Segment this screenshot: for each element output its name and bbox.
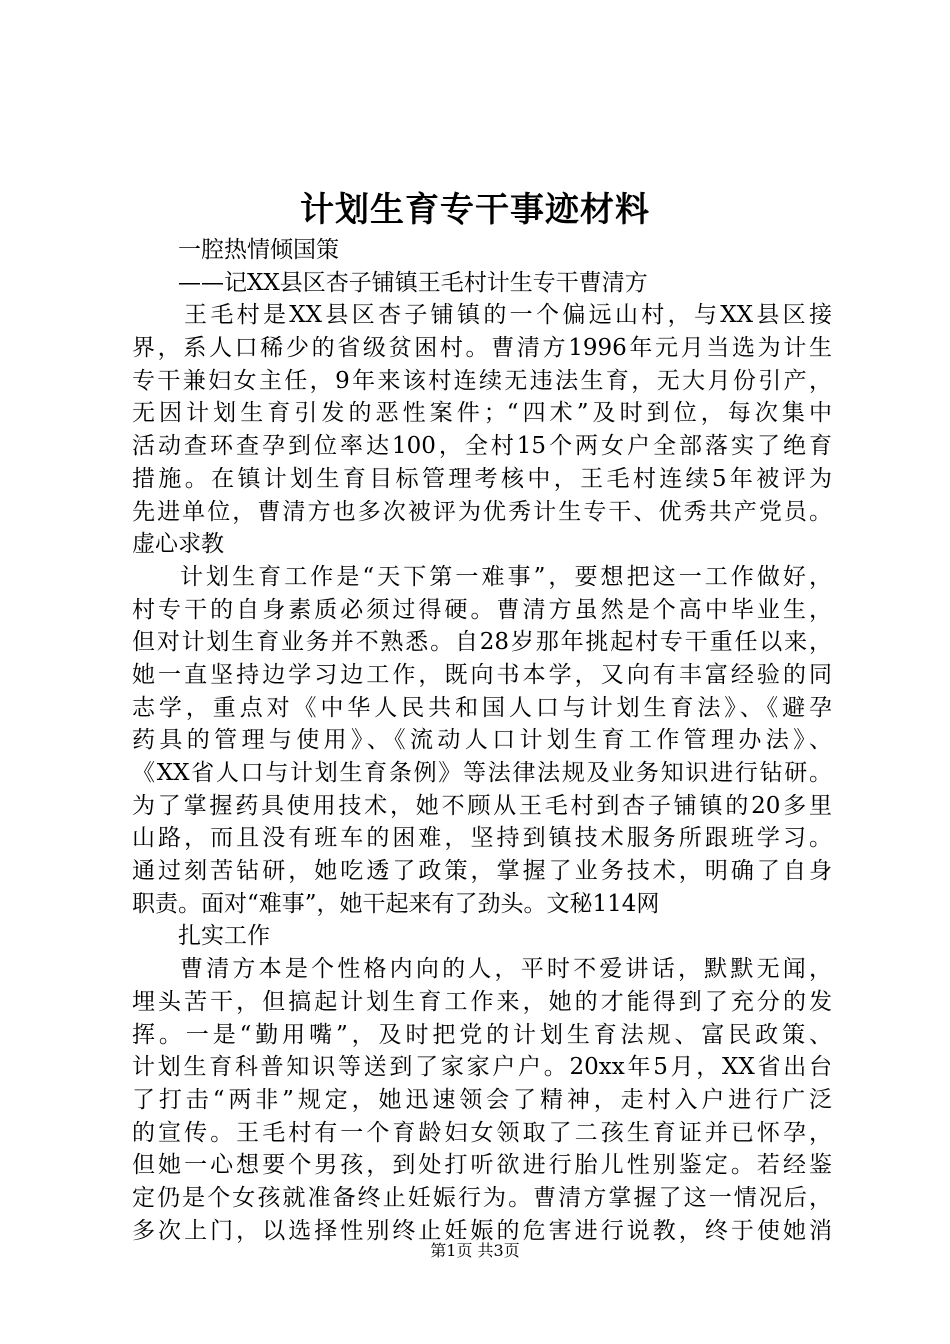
byline: ——记XX县区杏子铺镇王毛村计生专干曹清方	[178, 269, 648, 296]
paragraph-line: 定仍是个女孩就准备终止妊娠行为。曹清方掌握了这一情况后，	[132, 1184, 832, 1211]
section-heading: 扎实工作	[178, 923, 270, 950]
section-heading: 虚心求教	[132, 531, 224, 558]
paragraph-line: 专干兼妇女主任，9年来该村连续无违法生育，无大月份引产，	[132, 367, 832, 394]
paragraph-line: 村专干的自身素质必须过得硬。曹清方虽然是个高中毕业生，	[132, 596, 832, 623]
paragraph-line: 但对计划生育业务并不熟悉。自28岁那年挑起村专干重任以来，	[132, 629, 832, 656]
paragraph-line: 职责。面对“难事”，她干起来有了劲头。文秘114网	[132, 890, 660, 917]
paragraph-line: 她一直坚持边学习边工作，既向书本学，又向有丰富经验的同	[132, 661, 832, 688]
paragraph-line: 挥。一是“勤用嘴”，及时把党的计划生育法规、富民政策、	[132, 1021, 832, 1048]
paragraph-line: 药具的管理与使用》、《流动人口计划生育工作管理办法》、	[132, 727, 832, 754]
paragraph-line: 山路，而且没有班车的困难，坚持到镇技术服务所跟班学习。	[132, 825, 832, 852]
page-number: 第1页 共3页	[430, 1241, 520, 1260]
subtitle-heading: 一腔热情倾国策	[178, 237, 339, 263]
paragraph-line: 《XX省人口与计划生育条例》等法律法规及业务知识进行钻研。	[132, 760, 832, 786]
paragraph-line: 通过刻苦钻研，她吃透了政策，掌握了业务技术，明确了自身	[132, 858, 832, 885]
paragraph-line: 计划生育工作是“天下第一难事”，要想把这一工作做好，	[180, 563, 832, 590]
paragraph-line: 曹清方本是个性格内向的人，平时不爱讲话，默默无闻，	[180, 956, 832, 983]
paragraph-line: 多次上门，以选择性别终止妊娠的危害进行说教，终于使她消	[132, 1217, 832, 1244]
paragraph-line: 计划生育科普知识等送到了家家户户。20xx年5月，XX省出台	[132, 1054, 832, 1081]
paragraph-line: 王毛村是XX县区杏子铺镇的一个偏远山村，与XX县区接	[184, 302, 832, 329]
paragraph-line: 措施。在镇计划生育目标管理考核中，王毛村连续5年被评为	[132, 465, 832, 492]
paragraph-line: 的宣传。王毛村有一个育龄妇女领取了二孩生育证并已怀孕，	[132, 1119, 832, 1146]
paragraph-line: 无因计划生育引发的恶性案件；“四术”及时到位，每次集中	[132, 400, 832, 427]
paragraph-line: 埋头苦干，但搞起计划生育工作来，她的才能得到了充分的发	[132, 988, 832, 1015]
document-body	[132, 234, 832, 1247]
document-title: 计划生育专干事迹材料	[300, 190, 650, 230]
paragraph-line: 活动查环查孕到位率达100，全村15个两女户全部落实了绝育	[132, 433, 832, 460]
paragraph-line: 界，系人口稀少的省级贫困村。曹清方1996年元月当选为计生	[132, 335, 832, 362]
paragraph-line: 了打击“两非”规定，她迅速领会了精神，走村入户进行广泛	[132, 1086, 832, 1113]
paragraph-line: 但她一心想要个男孩，到处打听欲进行胎儿性别鉴定。若经鉴	[132, 1152, 832, 1179]
paragraph-line: 志学，重点对《中华人民共和国人口与计划生育法》、《避孕	[132, 694, 832, 721]
paragraph-line: 为了掌握药具使用技术，她不顾从王毛村到杏子铺镇的20多里	[132, 792, 832, 819]
paragraph-line: 先进单位，曹清方也多次被评为优秀计生专干、优秀共产党员。	[132, 498, 832, 525]
